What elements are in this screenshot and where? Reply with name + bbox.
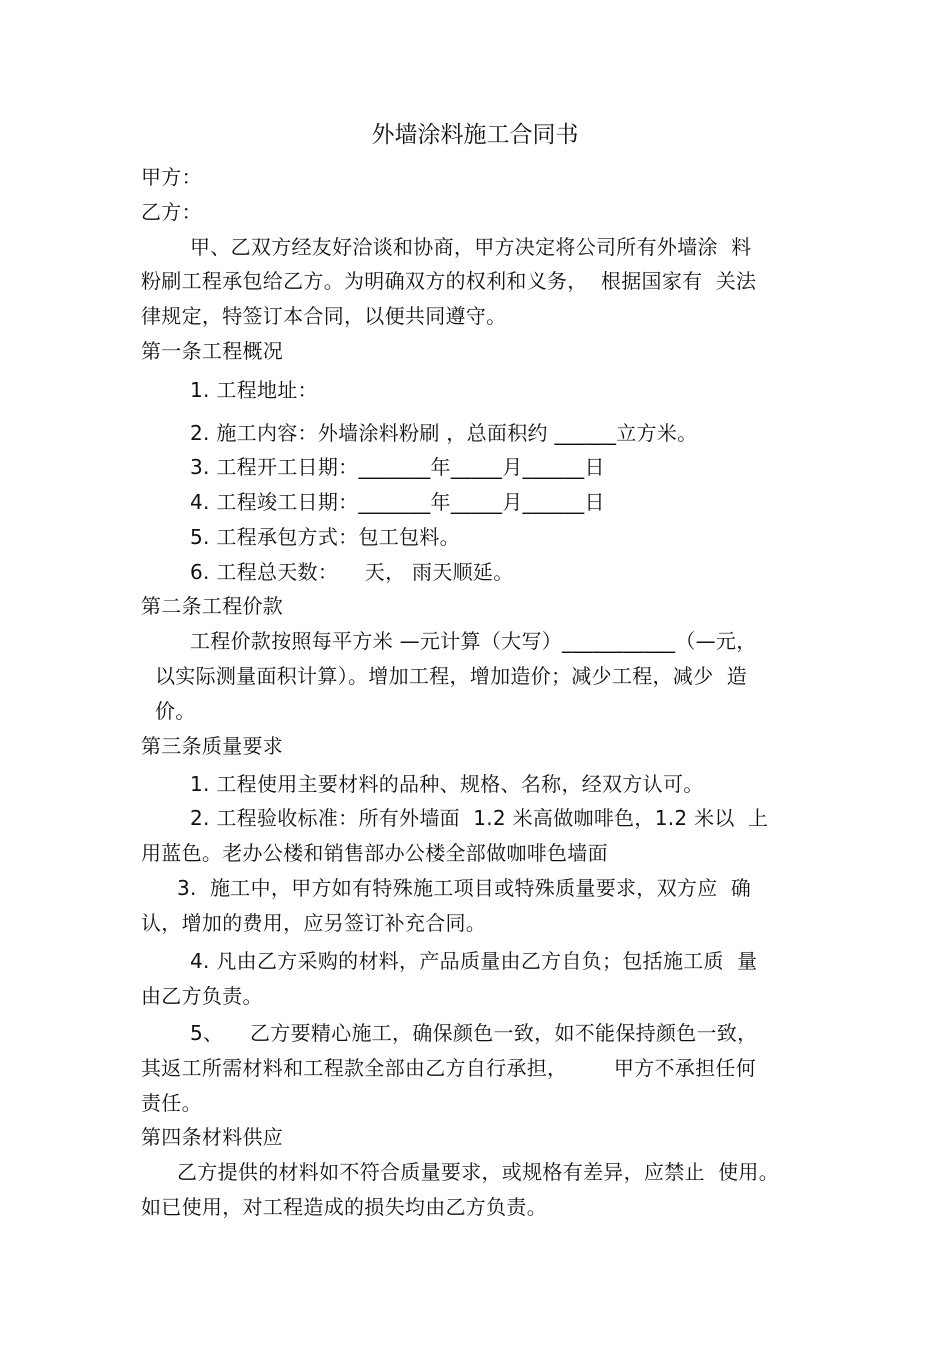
article4-heading: 第四条材料供应	[141, 1125, 284, 1149]
party-a-label: 甲方：	[141, 165, 202, 189]
intro-line-2: 粉刷工程承包给乙方。为明确双方的权利和义务， 根据国家有 关法	[141, 269, 757, 293]
article1-item-3: 3. 工程开工日期：_______年_____月______日	[190, 455, 605, 479]
intro-line-1: 甲、乙双方经友好洽谈和协商，甲方决定将公司所有外墙涂 料	[190, 235, 752, 259]
article1-item-4: 4. 工程竣工日期：_______年_____月______日	[190, 490, 605, 514]
article2-line-3: 价。	[155, 699, 196, 723]
article3-line-1: 1. 工程使用主要材料的品种、规格、名称，经双方认可。	[190, 772, 704, 796]
article2-line-2: 以实际测量面积计算）。增加工程，增加造价；减少工程，减少 造	[155, 664, 748, 688]
article3-line-2: 2. 工程验收标准：所有外墙面 1.2 米高做咖啡色，1.2 米以 上	[190, 806, 769, 830]
article1-heading: 第一条工程概况	[141, 339, 284, 363]
article3-heading: 第三条质量要求	[141, 734, 284, 758]
document-title: 外墙涂料施工合同书	[371, 122, 579, 148]
article4-line-2: 如已使用，对工程造成的损失均由乙方负责。	[141, 1195, 547, 1219]
party-b-label: 乙方：	[141, 200, 202, 224]
article2-line-1: 工程价款按照每平方米 —元计算（大写）___________（—元，	[190, 629, 757, 653]
article1-item-2: 2. 施工内容：外墙涂料粉刷 ，总面积约 ______立方米。	[190, 421, 698, 445]
article3-line-9: 其返工所需材料和工程款全部由乙方自行承担， 甲方不承担任何	[141, 1056, 757, 1080]
article1-item-1: 1. 工程地址：	[190, 378, 318, 402]
article3-line-10: 责任。	[141, 1091, 202, 1115]
article3-line-7: 由乙方负责。	[141, 984, 263, 1008]
article2-heading: 第二条工程价款	[141, 594, 284, 618]
article1-item-5: 5. 工程承包方式：包工包料。	[190, 525, 460, 549]
intro-line-3: 律规定，特签订本合同，以便共同遵守。	[141, 304, 507, 328]
article3-line-5: 认，增加的费用，应另签订补充合同。	[141, 911, 487, 935]
article3-line-3: 用蓝色。老办公楼和销售部办公楼全部做咖啡色墙面	[141, 841, 608, 865]
article1-item-6: 6. 工程总天数： 天， 雨天顺延。	[190, 560, 514, 584]
article3-line-8: 5、 乙方要精心施工，确保颜色一致，如不能保持颜色一致，	[190, 1021, 758, 1045]
article3-line-4: 3. 施工中，甲方如有特殊施工项目或特殊质量要求，双方应 确	[177, 876, 752, 900]
article3-line-6: 4. 凡由乙方采购的材料，产品质量由乙方自负；包括施工质 量	[190, 949, 758, 973]
article4-line-1: 乙方提供的材料如不符合质量要求，或规格有差异，应禁止 使用。	[177, 1160, 780, 1184]
